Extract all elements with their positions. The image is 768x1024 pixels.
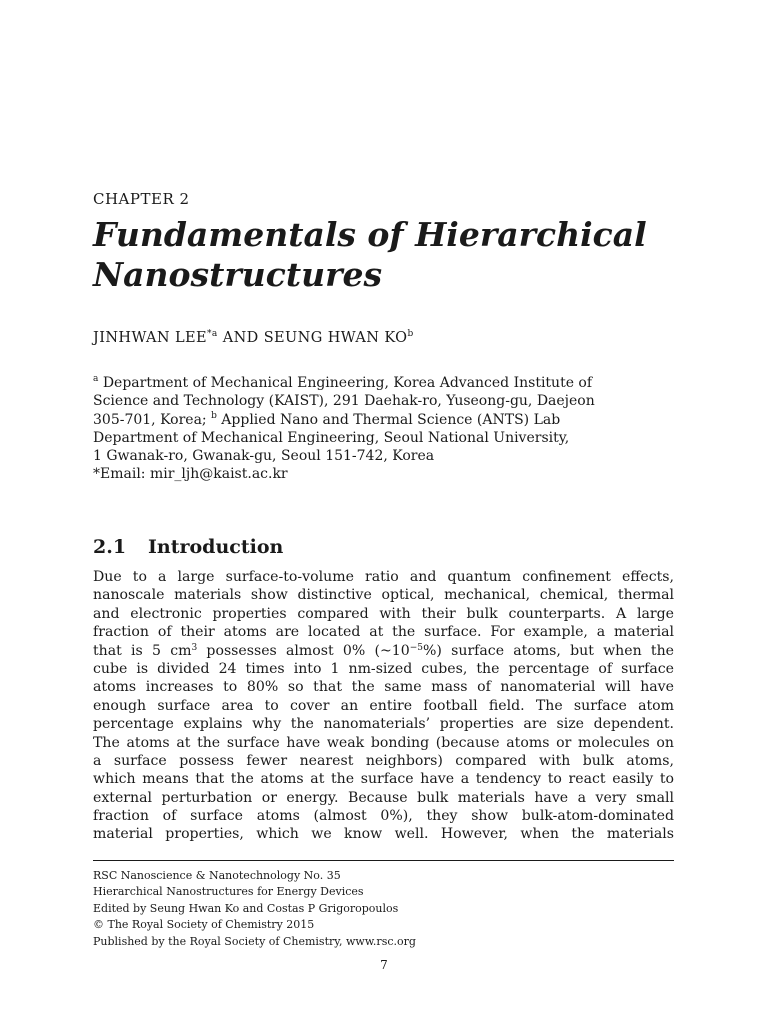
body-line: a surface possess fewer nearest neighbors) compared with bulk atoms, [93, 752, 674, 769]
editors: Edited by Seung Hwan Ko and Costas P Grigoropoulos [93, 901, 399, 915]
page-number: 7 [380, 958, 388, 972]
section-title: Introduction [148, 536, 284, 558]
body-line: fraction of their atoms are located at the surface. For example, a material [93, 624, 674, 641]
publication-footer [93, 868, 416, 950]
affiliation-line [93, 374, 683, 392]
affiliation-mark: *a [207, 329, 218, 339]
body-line: percentage explains why the nanomaterials’ properties are size dependent. [93, 716, 674, 733]
body-line: external perturbation or energy. Because bulk materials have a very small [93, 789, 674, 806]
superscript: −5 [409, 642, 424, 653]
body-line: atoms increases to 80% so that the same mass of nanomaterial will have [93, 679, 674, 696]
book-title: Hierarchical Nanostructures for Energy Devices [93, 885, 364, 899]
body-line: Due to a large surface-to-volume ratio and quantum confinement effects, [93, 569, 674, 585]
affiliation-line: 1 Gwanak-ro, Gwanak-gu, Seoul 151-742, Korea [93, 448, 435, 465]
affiliation-text: Department of Mechanical Engineering, Korea Advanced Institute of [98, 375, 593, 391]
chapter-title-line-1: Fundamentals of Hierarchical [93, 215, 647, 254]
affiliation-mark: b [211, 410, 217, 421]
affiliation-text: 305-701, Korea; [93, 411, 212, 428]
affiliation-text: Applied Nano and Thermal Science (ANTS) Lab [216, 411, 561, 428]
body-line: enough surface area to cover an entire football field. The surface atom [93, 697, 674, 714]
series-info: RSC Nanoscience & Nanotechnology No. 35 [93, 869, 341, 882]
section-number: 2.1 [93, 536, 127, 558]
affiliation-block [93, 374, 683, 484]
body-line: fraction of surface atoms (almost 0%), they show bulk-atom-dominated [93, 808, 674, 825]
affiliation-line: Science and Technology (KAIST), 291 Daehak-ro, Yuseong-gu, Daejeon [93, 393, 595, 410]
body-line: and electronic properties compared with their bulk counterparts. A large [93, 605, 674, 622]
publisher: Published by the Royal Society of Chemistry, www.rsc.org [93, 934, 416, 948]
affiliation-line [93, 411, 683, 429]
body-line: cube is divided 24 times into 1 nm-sized cubes, the percentage of surface [93, 660, 674, 677]
affiliation-mark: b [407, 329, 414, 339]
chapter-label: CHAPTER 2 [93, 190, 190, 208]
body-paragraph [93, 568, 674, 844]
author-list [93, 330, 414, 346]
body-line: which means that the atoms at the surface have a tendency to react easily to [93, 771, 674, 788]
affiliation-line: Department of Mechanical Engineering, Seoul National University, [93, 429, 570, 446]
footer-divider [93, 860, 674, 861]
contact-email: *Email: mir_ljh@kaist.ac.kr [93, 466, 288, 483]
affiliation-mark: a [93, 374, 99, 384]
author-name: JINHWAN LEE [93, 330, 208, 346]
chapter-title [93, 215, 693, 295]
body-line: that is 5 $cm^3$ possesses almost 0% $(\sim 10^{-5}\%)$ surface atoms, but when the [93, 642, 674, 659]
copyright: © The Royal Society of Chemistry 2015 [93, 918, 315, 932]
author-name: SEUNG HWAN KO [263, 330, 408, 346]
superscript: 3 [191, 642, 198, 653]
section-heading [93, 536, 283, 558]
author-conjunction: AND [217, 330, 264, 346]
body-line: The atoms at the surface have weak bonding (because atoms or molecules on [93, 734, 674, 751]
body-line: nanoscale materials show distinctive optical, mechanical, chemical, thermal [93, 587, 674, 604]
body-line: material properties, which we know well. However, when the materials [93, 826, 674, 843]
chapter-title-line-2: Nanostructures [93, 255, 383, 294]
